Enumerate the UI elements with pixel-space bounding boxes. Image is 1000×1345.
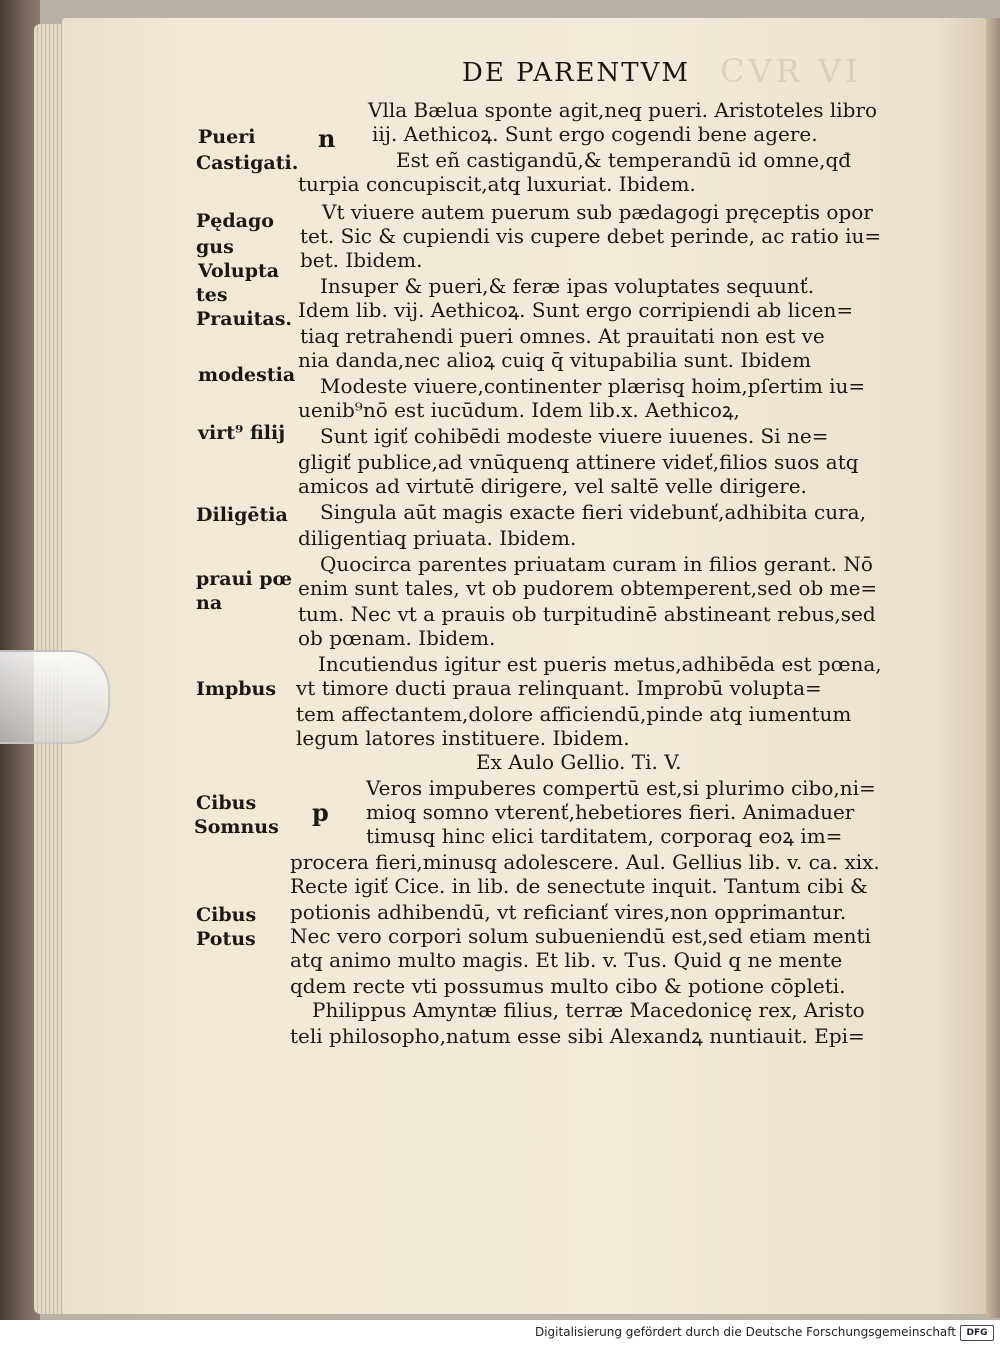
text-line: qdem recte vti possumus multo cibo & potione cōpleti. [290,974,846,998]
text-line: Quocirca parentes priuatam curam in filios gerant. Nō [320,552,873,576]
margin-note: Pędago [196,210,274,232]
text-line: tem affectantem,dolore afficiendū,pinde atq̧ iumentum [296,702,852,726]
margin-note: modestia [198,364,296,386]
page-gutter [986,18,1000,1318]
text-line: atq̧ animo multo magis. Et lib. v. Tus. Quid q̧ ne mente [290,948,843,972]
text-line: Philippus Amyntæ filius, terræ Macedonicę rex, Aristo [312,998,865,1022]
drop-initial: p [312,798,329,827]
text-line: timusq̧ hinc elici tarditatem, corporaq̧ eoꝝ im= [366,824,843,848]
text-line: mioq̧ somno vterenť,hebetiores fieri. Animaduer [366,800,855,824]
dfg-logo: DFG [960,1325,994,1341]
text-line: tum. Nec vt a prauis ob turpitudinē abstineant rebus,sed [298,602,876,626]
text-line: nia danda,nec alioꝝ cuiq̧ q̄ vitupabilia sunt. Ibidem [298,348,812,372]
margin-note: Prauitas. [196,308,293,330]
page-holder-clip [0,650,110,744]
text-line: Nec vero corpori solum subueniendū est,sed etiam menti [290,924,871,948]
text-line: Vt viuere autem puerum sub pædagogi pręceptis opor [322,200,873,224]
margin-note: Castigati. [196,152,299,174]
section-heading: Ex Aulo Gellio. Ti. V. [476,750,682,774]
margin-note: na [196,592,223,614]
text-line: teli philosopho,natum esse sibi Alexandꝝ nuntiauit. Epi= [290,1024,865,1048]
text-line: potionis adhibendū, vt reficianť vires,non opprimantur. [290,900,847,924]
text-line: gligiť publice,ad vnūquenq̧ attinere videť,filios suos atq̧ [298,450,859,474]
text-line: vt timore ducti praua relinquant. Improbū volupta= [296,676,822,700]
text-line: Veros impuberes compertū est,si plurimo cibo,ni= [366,776,876,800]
margin-note: Volupta [198,260,280,282]
margin-note: Cibus [196,904,257,926]
bleed-through-text: CVR VI [720,52,862,90]
text-line: iij. Aethicoꝝ. Sunt ergo cogendi bene agere. [372,122,818,146]
text-line: amicos ad virtutē dirigere, vel saltē velle dirigere. [298,474,807,498]
text-line: diligentiaq̧ priuata. Ibidem. [298,526,577,550]
margin-note: tes [196,284,228,306]
margin-note: Impbus [196,678,277,700]
margin-note: virt⁹ filij [198,422,286,444]
page-title: DE PARENTVM [462,58,691,88]
margin-note: Diligētia [196,504,288,526]
margin-note: gus [196,236,234,258]
funding-credit: Digitalisierung gefördert durch die Deutsche Forschungsgemeinschaft [534,1325,956,1339]
text-line: Modeste viuere,continenter plærisq̧ hoim,pſertim iu= [320,374,866,398]
text-line: Idem lib. vij. Aethicoꝝ. Sunt ergo corripiendi ab licen= [298,298,854,322]
margin-note: Cibus [196,792,257,814]
text-line: tiaq̧ retrahendi pueri omnes. At prauitati non est ve [300,324,825,348]
margin-note: Pueri [198,126,256,148]
text-line: uenib⁹nō est iucūdum. Idem lib.x. Aethicoꝝ, [298,398,740,422]
text-line: legum latores instituere. Ibidem. [296,726,630,750]
text-line: Singula aūt magis exacte fieri videbunť,adhibita cura, [320,500,866,524]
text-line: bet. Ibidem. [300,248,423,272]
margin-note: Somnus [194,816,279,838]
text-line: Insuper & pueri,& feræ ipas voluptates sequunť. [320,274,815,298]
text-line: Sunt igiť cohibēdi modeste viuere iuuenes. Si ne= [320,424,829,448]
margin-note: praui pœ [196,568,293,590]
text-line: enim sunt tales, vt ob pudorem obtemperent,sed ob me= [298,576,878,600]
text-line: Est eñ castigandū,& temperandū id omne,qđ [396,148,852,172]
text-line: Vlla Bælua sponte agit,neq̧ pueri. Aristoteles libro [368,98,878,122]
text-line: tet. Sic & cupiendi vis cupere debet perinde, ac ratio iu= [300,224,882,248]
margin-note: Potus [196,928,256,950]
text-line: procera fieri,minusq̧ adolescere. Aul. Gellius lib. v. ca. xix. [290,850,880,874]
text-line: ob pœnam. Ibidem. [298,626,496,650]
drop-initial: n [318,124,336,153]
text-line: Incutiendus igitur est pueris metus,adhibēda est pœna, [318,652,882,676]
text-line: Recte igiť Cice. in lib. de senectute inquit. Tantum cibi & [290,874,868,898]
footer-bar [0,1320,1000,1345]
text-line: turpia concupiscit,atq̧ luxuriat. Ibidem. [298,172,696,196]
